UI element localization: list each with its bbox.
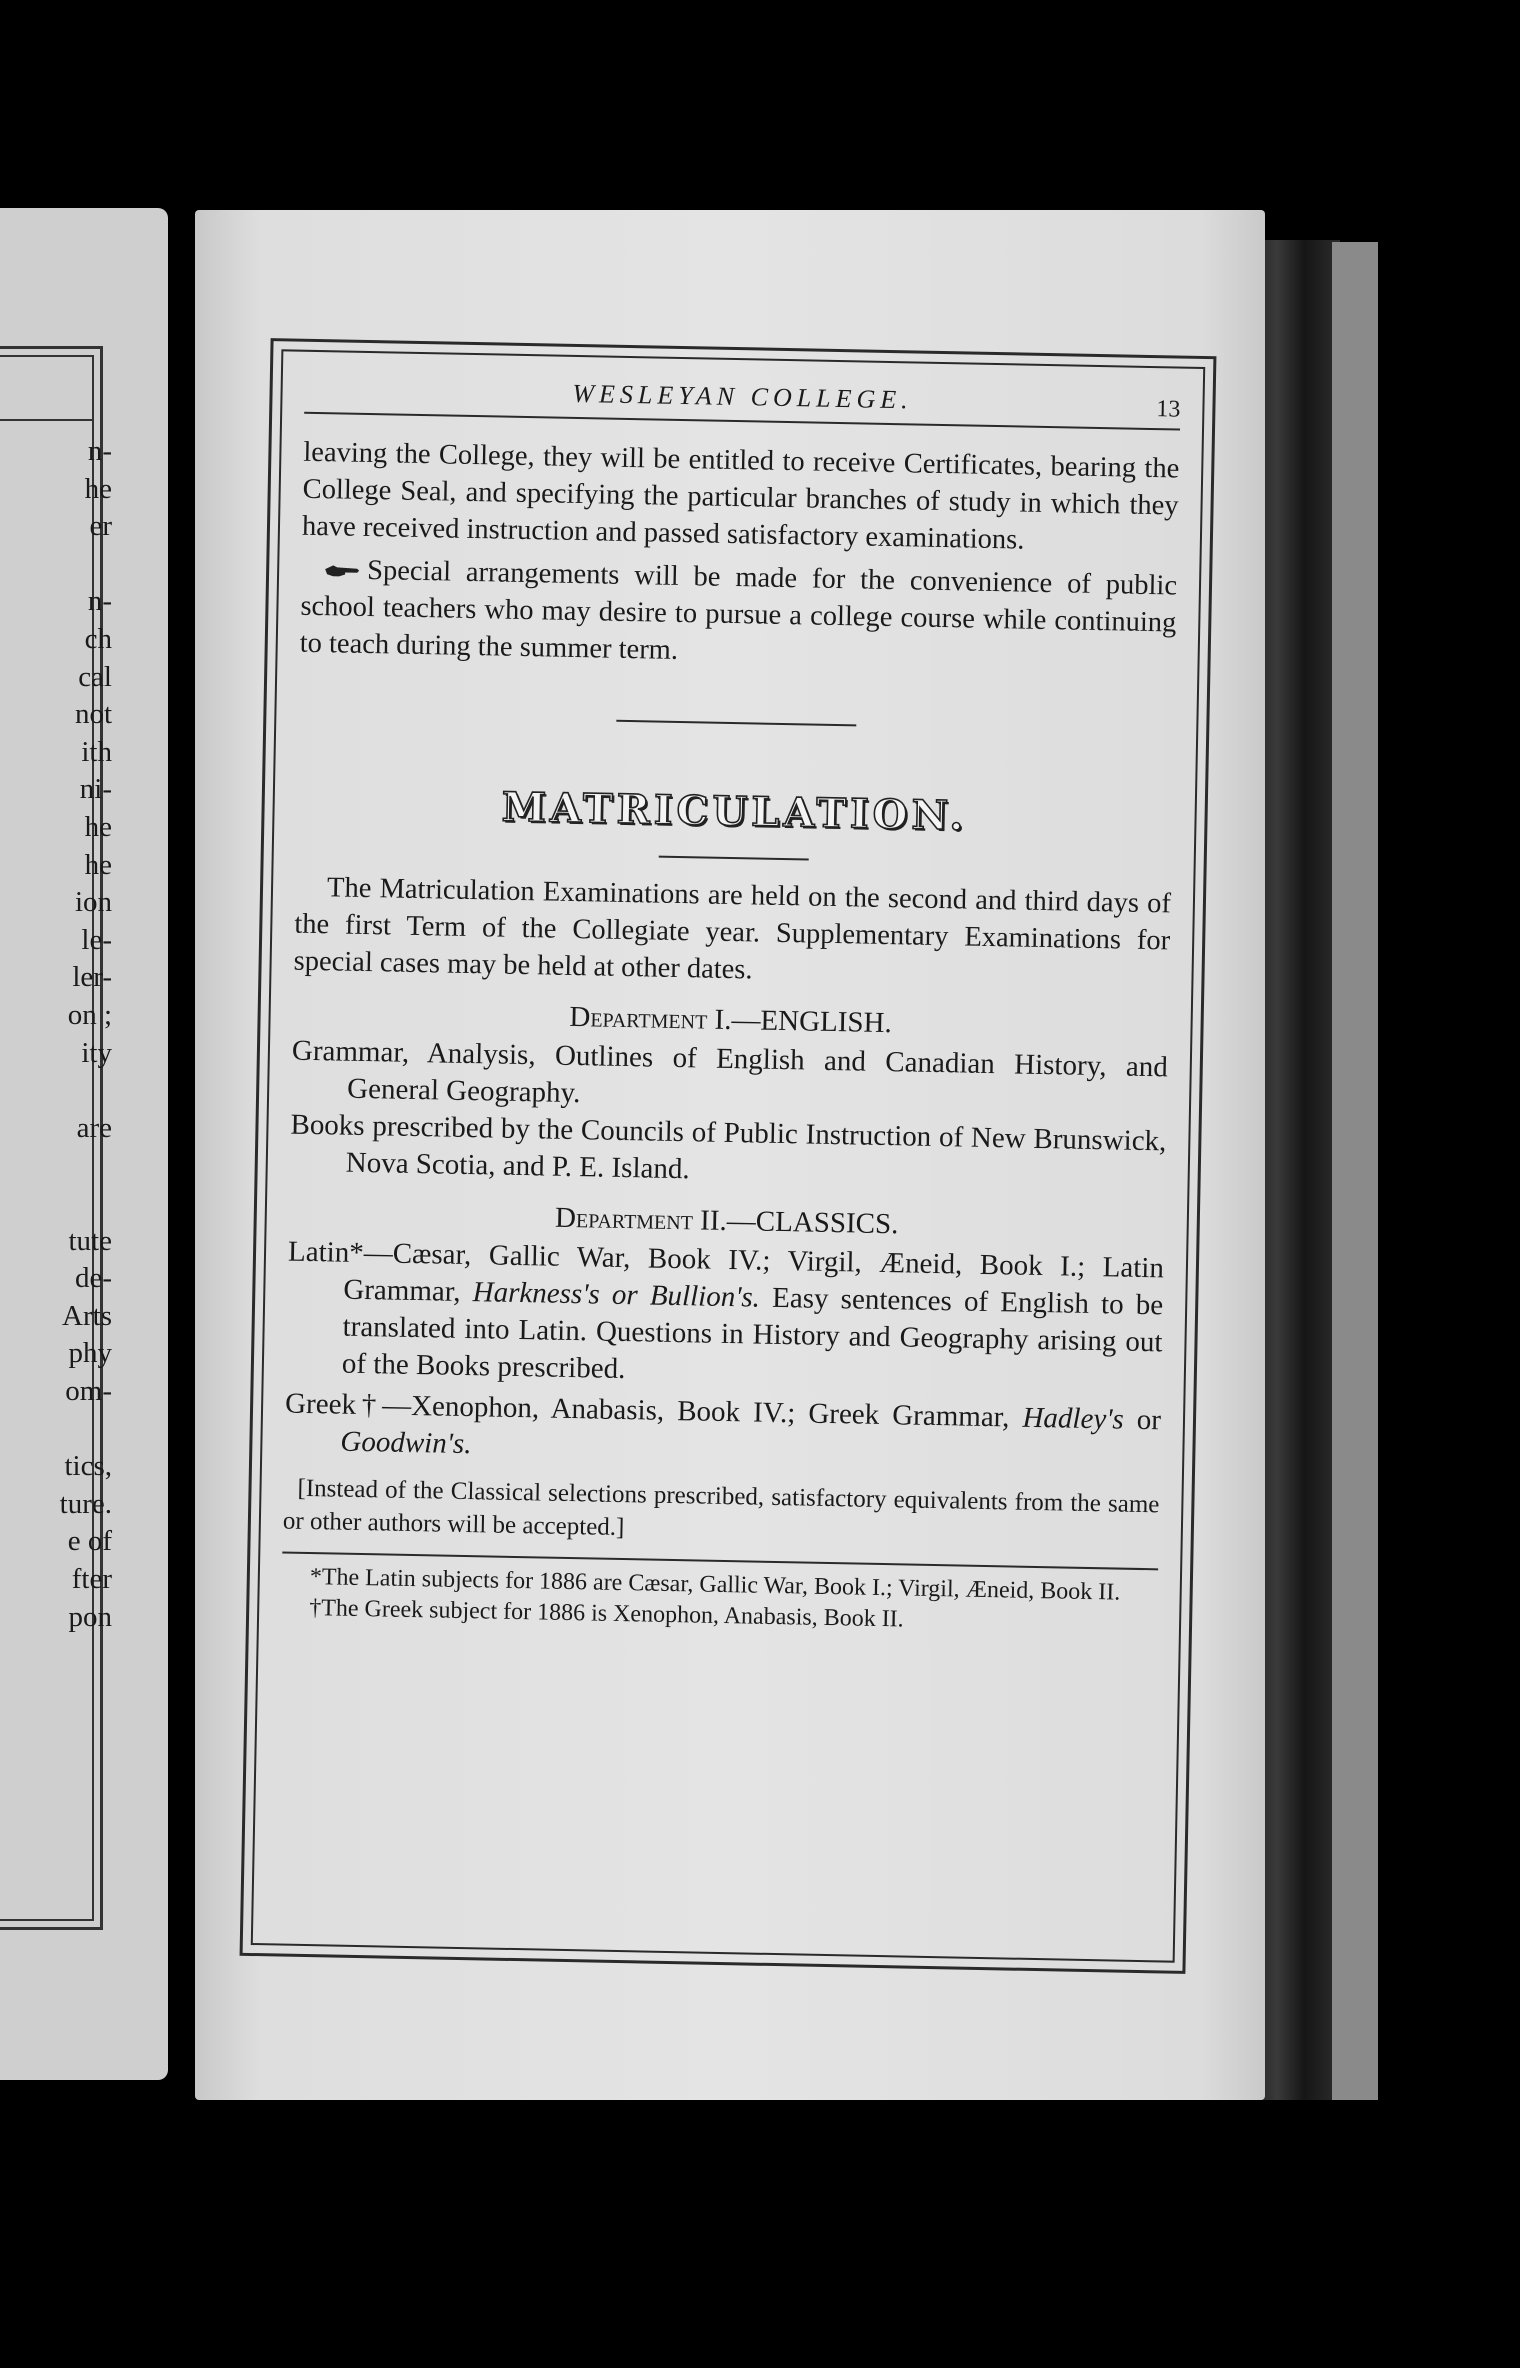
english-books-entry: Books prescribed by the Councils of Public Instruction of New Brunswick, Nova Scotia, and P. E. Island. [290, 1108, 1167, 1186]
facing-page-line: Arts [62, 1299, 112, 1332]
facing-page-line: on ; [67, 999, 112, 1031]
greek-text: Greek†—Xenophon, Anabasis, Book IV.; Greek Grammar, [284, 1387, 1023, 1434]
department-1-title: I.—ENGLISH. [714, 1003, 893, 1040]
running-title: WESLEYAN COLLEGE. [572, 378, 913, 415]
facing-page-line: he [84, 472, 112, 505]
page [195, 210, 1265, 2100]
facing-page-line: ch [84, 623, 112, 655]
latin-grammar-titles: Harkness's or Bullion's. [472, 1276, 761, 1314]
page-content [275, 352, 1181, 1961]
facing-page-line: he [84, 811, 112, 843]
section-divider-bottom [659, 856, 809, 861]
facing-page-line: ity [81, 1036, 112, 1069]
facing-page-line: ion [74, 886, 112, 919]
latin-text: Latin*—Cæsar, Gallic War, Book IV.; Virgil, Æneid, Book I.; Latin Grammar, [287, 1235, 1165, 1309]
pointing-hand-icon [323, 562, 361, 583]
section-divider-top [616, 720, 856, 727]
greek-entry [284, 1386, 1161, 1477]
classics-note: [Instead of the Classical selections prescribed, satisfactory equivalents from the same or other authors will be accepted.] [282, 1474, 1160, 1542]
facing-page-line: de- [74, 1262, 112, 1295]
page-border [240, 338, 1217, 1974]
facing-page-line: ith [81, 735, 112, 768]
facing-page-line: tics, [64, 1450, 112, 1483]
facing-page-header-rule [0, 419, 94, 421]
page-edges [1332, 242, 1378, 2100]
facing-page-line: om- [65, 1375, 112, 1407]
facing-page-line: n- [87, 435, 112, 467]
running-header [304, 352, 1181, 431]
facing-page-line: ni- [79, 773, 112, 806]
paragraph-certificates: leaving the College, they will be entitled to receive Certificates, bearing the College Seal, and specifying the particular branches of study in which they have received instruction and passed satisfactory examinations. [301, 436, 1180, 556]
greek-grammar-title-1: Hadley's [1022, 1401, 1125, 1436]
facing-page-line: not [74, 698, 112, 731]
facing-page-line: tute [68, 1224, 112, 1257]
facing-page-line: are [76, 1111, 112, 1144]
greek-grammar-title-2: Goodwin's. [340, 1425, 472, 1461]
facing-page-line: ler- [72, 961, 112, 994]
department-2-label: Department [554, 1201, 694, 1237]
latin-entry [286, 1234, 1165, 1399]
greek-text-or: or [1123, 1403, 1162, 1437]
facing-page-line: phy [68, 1337, 112, 1370]
section-title: MATRICULATION. [501, 783, 968, 840]
facing-page-line: he [84, 848, 112, 881]
department-1-label: Department [569, 1000, 708, 1036]
facing-page-line: n- [87, 585, 112, 618]
facing-page-line: e of [67, 1525, 112, 1558]
facing-page-line: cal [78, 660, 112, 693]
paragraph-special-arrangements [299, 551, 1177, 679]
special-arrangements-text: Special arrangements will be made for the convenience of public school teachers who may desire to pursue a college course while continuing to teach during the summer term. [299, 554, 1178, 666]
paragraph-matriculation: The Matriculation Examinations are held on the second and third days of the first Term of the Collegiate year. Supplementary Examinations for special cases may be held at other dates. [293, 872, 1172, 986]
footnote-latin: *The Latin subjects for 1886 are Cæsar, Gallic War, Book I.; Virgil, Æneid, Book II. [309, 1564, 1121, 1606]
english-grammar-entry: Grammar, Analysis, Outlines of English and Canadian History, and General Geography. [291, 1034, 1169, 1110]
facing-page [0, 208, 168, 2080]
facing-page-line: fter [71, 1563, 112, 1595]
footnote-greek: †The Greek subject for 1886 is Xenophon, Anabasis, Book II. [308, 1595, 904, 1633]
page-border-inner [251, 349, 1205, 1962]
facing-page-line: le- [81, 923, 112, 956]
page-number: 13 [1156, 396, 1181, 423]
latin-text-rest: Easy sentences of English to be translated into Latin. Questions in History and Geography arising out of the Books prescribed. [341, 1281, 1164, 1386]
department-2-title: II.—CLASSICS. [699, 1204, 899, 1241]
facing-page-line: er [89, 510, 112, 543]
facing-page-line: pon [68, 1600, 112, 1633]
facing-page-line: ture. [59, 1487, 112, 1520]
